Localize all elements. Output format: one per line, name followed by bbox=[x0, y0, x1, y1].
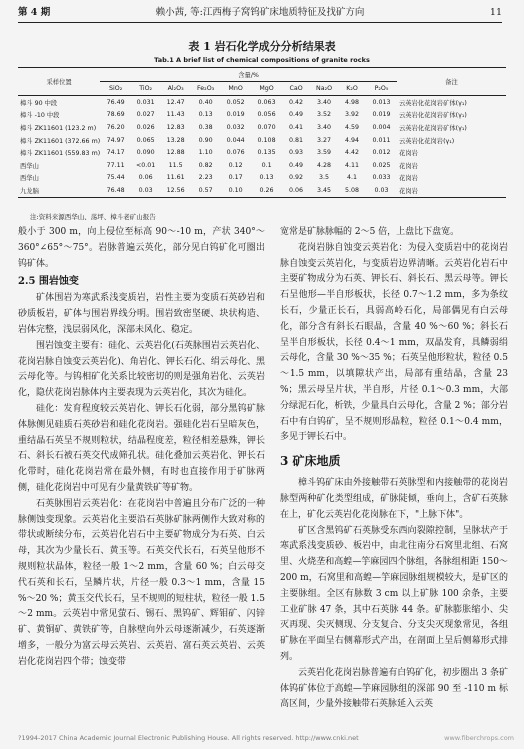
value-cell: 74.97 bbox=[106, 136, 125, 144]
value-cell: 0.108 bbox=[257, 136, 276, 144]
page-number: 11 bbox=[489, 7, 502, 18]
value-cell: 0.57 bbox=[191, 184, 220, 197]
value-cell: 0.13 bbox=[198, 111, 213, 119]
value-cell: 12.83 bbox=[166, 123, 185, 131]
value-cell: 0.92 bbox=[289, 174, 304, 182]
value-cell: 0.06 bbox=[138, 174, 153, 182]
note-cell: 花岗岩 bbox=[397, 184, 506, 197]
value-cell: 0.93 bbox=[289, 149, 304, 157]
value-cell: 0.135 bbox=[257, 149, 276, 157]
sample-location-cell: 樟斗 ZK11601 (123.2 m) bbox=[20, 124, 97, 132]
paragraph: 云英岩化花岗岩脉普遍有白钨矿化，初步圈出 3 条矿体钨矿体位于高蝗—竽麻园脉组的深部 90 至 -110 m 标高区间，少量外接触带石英脉延入云英 bbox=[280, 667, 508, 710]
table-row bbox=[18, 134, 506, 147]
value-cell: 76.49 bbox=[106, 98, 125, 106]
value-cell: 75.44 bbox=[106, 174, 125, 182]
value-cell: 0.027 bbox=[136, 111, 155, 119]
value-cell: 11.61 bbox=[166, 174, 185, 182]
value-cell: 12.47 bbox=[166, 98, 185, 106]
value-cell: 3.40 bbox=[317, 123, 332, 131]
value-cell: 1.10 bbox=[198, 149, 213, 157]
value-cell: 4.1 bbox=[347, 174, 358, 182]
value-cell: 0.26 bbox=[251, 184, 282, 197]
value-cell: 0.012 bbox=[372, 149, 391, 157]
value-cell: 0.49 bbox=[289, 161, 304, 169]
value-cell: 0.090 bbox=[136, 149, 155, 157]
note-cell: 云英岩化花岗岩(γ₁) bbox=[399, 137, 455, 145]
oxide-header: MnO bbox=[228, 85, 243, 92]
value-cell: 0.033 bbox=[372, 174, 391, 182]
value-cell: 4.59 bbox=[345, 123, 360, 131]
value-cell: 0.026 bbox=[136, 123, 155, 131]
sample-location-cell: 九龙脑 bbox=[18, 184, 100, 197]
chemical-composition-table bbox=[18, 67, 506, 198]
footer bbox=[18, 734, 514, 742]
value-cell: 0.019 bbox=[226, 111, 245, 119]
value-cell: 78.69 bbox=[106, 111, 125, 119]
note-header: 备注 bbox=[445, 79, 458, 86]
value-cell: 76.48 bbox=[100, 184, 131, 197]
table-caption: 表 1 岩石化学成分分析结果表 bbox=[188, 40, 336, 53]
value-cell: 3.5 bbox=[319, 174, 330, 182]
value-cell: 0.056 bbox=[257, 111, 276, 119]
table-row bbox=[18, 172, 506, 185]
oxide-header: P₂O₅ bbox=[374, 85, 389, 92]
table-row bbox=[18, 121, 506, 134]
value-cell: 0.065 bbox=[136, 136, 155, 144]
value-cell: 0.42 bbox=[289, 98, 304, 106]
value-cell: 3.92 bbox=[345, 111, 360, 119]
table-row bbox=[18, 184, 506, 197]
value-cell: <0.01 bbox=[135, 161, 156, 169]
running-header bbox=[18, 4, 502, 23]
paragraph: 硅化：发育程度较云英岩化、钾长石化弱，部分黑钨矿脉体脉侧见硅质石英砂岩和硅化花岗岩。强硅化岩石呈暗灰色，重结晶石英呈不规则粒状，结晶程度差，粒径相差悬殊，钾长石、斜长石被石英交代成筛孔状。硅化叠加云英岩化、钾长石化带时，硅化花岗岩常在最外侧，有时也直接作用于矿脉两侧，硅化花岗岩中可见有少量黄铁矿等矿物。 bbox=[18, 403, 265, 493]
table-row bbox=[18, 109, 506, 122]
value-cell: 3.45 bbox=[310, 184, 338, 197]
sample-location-cell: 樟斗 ZK11601 (559.83 m) bbox=[20, 150, 101, 158]
oxide-header: MgO bbox=[259, 85, 274, 92]
oxide-header: TiO₂ bbox=[139, 85, 153, 92]
copyright-line: ?1994-2017 China Academic Journal Electronic Publishing House. All rights reserved. http://www.cnki.net bbox=[18, 734, 359, 742]
note-cell: 花岗岩 bbox=[399, 150, 418, 158]
value-cell: 0.82 bbox=[198, 161, 213, 169]
value-cell: 77.11 bbox=[106, 161, 125, 169]
issue-number: 第 4 期 bbox=[18, 7, 51, 18]
value-cell: 4.98 bbox=[345, 98, 360, 106]
value-cell: 0.076 bbox=[226, 149, 245, 157]
value-cell: 0.10 bbox=[220, 184, 251, 197]
value-cell: 12.88 bbox=[166, 149, 185, 157]
value-cell: 0.019 bbox=[372, 111, 391, 119]
value-cell: 0.03 bbox=[366, 184, 397, 197]
value-cell: 2.23 bbox=[198, 174, 213, 182]
table-source-note: 注:资料来源西华山、荡坪、樟斗老矿山报告 bbox=[30, 213, 156, 221]
section-heading: 2.5 围岩蚀变 bbox=[18, 276, 79, 288]
value-cell: 0.1 bbox=[261, 161, 272, 169]
value-cell: 4.42 bbox=[345, 149, 360, 157]
value-cell: 0.81 bbox=[289, 136, 304, 144]
oxide-header: Na₂O bbox=[316, 85, 333, 92]
running-title: 赖小茜, 等:江西梅子窝钨矿床地质特征及找矿方向 bbox=[155, 7, 365, 18]
value-cell: 0.004 bbox=[372, 123, 391, 131]
value-cell: 0.013 bbox=[372, 98, 391, 106]
value-cell: 12.56 bbox=[160, 184, 191, 197]
oxide-header: Al₂O₃ bbox=[167, 85, 184, 92]
value-cell: 0.044 bbox=[226, 136, 245, 144]
value-cell: 0.12 bbox=[228, 161, 243, 169]
value-cell: 0.17 bbox=[228, 174, 243, 182]
oxide-header: SiO₂ bbox=[109, 85, 123, 92]
value-cell: 0.052 bbox=[226, 98, 245, 106]
note-cell: 花岗岩 bbox=[399, 175, 418, 183]
paragraph: 宽常是矿脉脉幅的 2～5 倍，上盘比下盘宽。 bbox=[280, 227, 460, 237]
table-row bbox=[18, 146, 506, 159]
table-caption-english: Tab.1 A brief list of chemical compositions of granite rocks bbox=[154, 56, 370, 64]
value-cell: 0.070 bbox=[257, 123, 276, 131]
value-cell: 3.59 bbox=[317, 149, 332, 157]
value-cell: 13.28 bbox=[166, 136, 185, 144]
value-cell: 0.38 bbox=[198, 123, 213, 131]
paragraph: 矿体围岩为寒武系浅变质岩，岩性主要为变质石英砂岩和砂质板岩，矿体与围岩界线分明。围岩致密坚硬、块状构造、岩体完整，浅层弱风化，深部未风化、稳定。 bbox=[18, 293, 265, 335]
sample-location-header: 采样位置 bbox=[46, 79, 72, 86]
value-cell: 4.94 bbox=[345, 136, 360, 144]
value-cell: 0.41 bbox=[289, 123, 304, 131]
paragraph: 石英脉围岩云英岩化：在花岗岩中普遍且分布广泛的一种脉侧蚀变现象。云英岩化主要沿石英脉矿脉两侧作大致对称的带状或断续分布，云英岩化岩石中主要矿物成分为石英、白云母，其次为少量长石、黄玉等。石英交代长石，石英呈他形不规则粒状晶体，粒径一般 1～2 mm，含量 60 %；白云母交代石英和长石，呈鳞片状，片径一般 0.3～1 mm，含量 15 %～20 %；黄玉交代长石，呈不规则的短柱状，粒径一般 1.5～2 mm。云英岩中常见萤石、锡石、黑钨矿、辉钼矿、闪锌矿、黄铜矿、黄铁矿等，自脉壁向外云母逐渐减少，石英逐渐增多，一般分为富云母云英岩、云英岩、富石英云英岩、云英岩化花岗岩四个带；蚀变带 bbox=[18, 498, 265, 667]
value-cell: 0.06 bbox=[282, 184, 310, 197]
note-cell: 云英岩化花岗岩矿体(γ₁) bbox=[399, 124, 467, 132]
paragraph: 樟斗钨矿床由外接触带石英脉型和内接触带的花岗岩脉型两种矿化类型组成，矿脉陡倾，垂向上，含矿石英脉在上，矿化云英岩化花岗脉在下，"上脉下体"。 bbox=[280, 478, 508, 520]
value-cell: 74.17 bbox=[106, 149, 125, 157]
content-unit-header: 含量/% bbox=[100, 68, 397, 82]
oxide-header: CaO bbox=[289, 85, 303, 92]
left-column bbox=[18, 225, 265, 671]
note-cell: 花岗岩 bbox=[399, 162, 418, 170]
paragraph: 般小于 300 m，向上侵位至标高 90～-10 m，产状 340°～360°∠65°～75°。岩脉普遍云英化，部分见白钨矿化可圈出钨矿体。 bbox=[18, 227, 265, 269]
value-cell: 3.40 bbox=[317, 98, 332, 106]
value-cell: 0.031 bbox=[136, 98, 155, 106]
sample-location-cell: 樟斗 -10 中段 bbox=[20, 112, 60, 120]
note-cell: 云英岩化花岗岩矿体(γ₁) bbox=[399, 99, 467, 107]
section-heading: 3 矿床地质 bbox=[280, 454, 341, 469]
value-cell: 4.28 bbox=[317, 161, 332, 169]
value-cell: 0.032 bbox=[226, 123, 245, 131]
value-cell: 0.03 bbox=[131, 184, 160, 197]
value-cell: 76.20 bbox=[106, 123, 125, 131]
table-row bbox=[18, 96, 506, 109]
oxide-header: K₂O bbox=[346, 85, 358, 92]
value-cell: 0.13 bbox=[259, 174, 274, 182]
paragraph: 花岗岩脉自蚀变云英岩化：为侵入变质岩中的花岗岩脉自蚀变云英岩化，与变质岩边界清晰。云英岩化岩石中主要矿物成分为石英、钾长石、斜长石、黑云母等。钾长石呈他形—半自形板状，长径 0.7～1.2 mm，多为条纹长石，少量正长石，具弱高岭石化，局部偶见有白云母化，部分含有斜长石眼晶，含量 40 %～60 %；斜长石呈半自形板状，长径 0.4～1 mm，双晶发育，具鳞弱绢云母化，含量 30 %～35 %；石英呈他形粒状，粒径 0.5～1.5 mm，以填隙状产出，局部有重结晶，含量 23 %；黑云母呈片状，半自形，片径 0.1～0.3 mm，大部分绿泥石化，析铁，少量具白云母化，含量 2 %；部分岩石中有白钨矿，呈不规则形晶粒，粒径 0.1～0.4 mm，多见于钾长石中。 bbox=[280, 242, 508, 443]
value-cell: 0.025 bbox=[372, 161, 391, 169]
sample-location-cell: 西华山 bbox=[20, 175, 39, 183]
value-cell: 0.011 bbox=[372, 136, 391, 144]
value-cell: 4.11 bbox=[345, 161, 360, 169]
sample-location-cell: 西华山 bbox=[20, 162, 39, 170]
watermark: www.fiberchrops.com bbox=[444, 734, 514, 742]
value-cell: 0.40 bbox=[198, 98, 213, 106]
sample-location-cell: 樟斗 ZK11601 (372.66 m) bbox=[20, 137, 101, 145]
value-cell: 3.52 bbox=[317, 111, 332, 119]
note-cell: 云英岩化花岗岩矿体(γ₁) bbox=[399, 112, 467, 120]
table-row bbox=[18, 159, 506, 172]
value-cell: 11.5 bbox=[168, 161, 183, 169]
sample-location-cell: 樟斗 90 中段 bbox=[20, 99, 58, 107]
value-cell: 11.43 bbox=[166, 111, 185, 119]
value-cell: 3.27 bbox=[317, 136, 332, 144]
value-cell: 0.063 bbox=[257, 98, 276, 106]
paragraph: 围岩蚀变主要有：硅化、云英岩化(石英脉围岩云英岩化、花岗岩脉自蚀变云英岩化)、角岩化、钾长石化、绢云母化、黑云母化等。与钨相矿化关系比较密切的则是强角岩化、云英岩化，隐伏花岗岩脉体内主要表现为云英岩化，其次为硅化。 bbox=[18, 340, 265, 399]
value-cell: 0.90 bbox=[198, 136, 213, 144]
oxide-header: Fe₂O₃ bbox=[197, 85, 215, 92]
right-column bbox=[280, 225, 508, 713]
paragraph: 矿区含黑钨矿石英脉受东西向裂隙控制，呈脉状产于寒武系浅变质砂、板岩中，由北往南分石窝里北组、石窝里、火烧垄和高蝗—竽麻园四个脉组，各脉组相距 150～200 m，石窝里和高蝗—竽麻园脉组规模较大，是矿区的主要脉组。全区有脉数 3 cm 以上矿脉 100 余条，主要工业矿脉 47 条，其中石英脉 44 条。矿脉膨胀缩小、尖灭再现、尖灭侧现、分支复合、分支尖灭现象常见，各组矿脉在平面呈右侧幕形式产出，在剖面上呈后侧幕形式排列。 bbox=[280, 525, 508, 662]
value-cell: 5.08 bbox=[338, 184, 366, 197]
value-cell: 0.49 bbox=[289, 111, 304, 119]
